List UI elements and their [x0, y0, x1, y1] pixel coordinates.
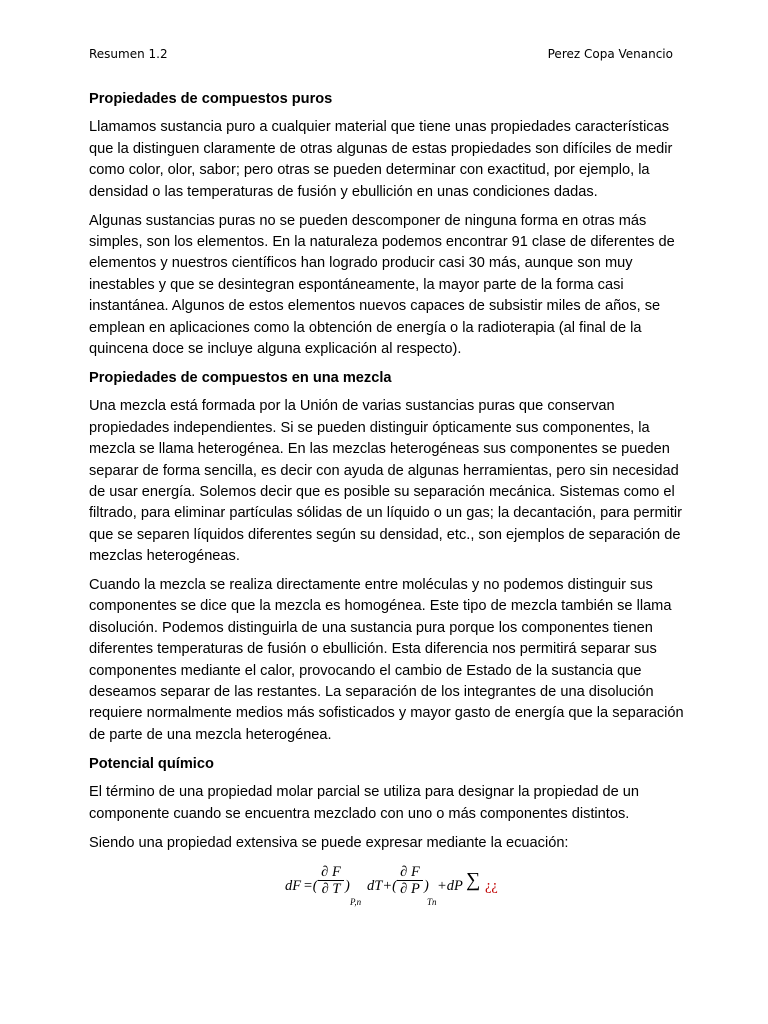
equation-subscript: P,n — [350, 896, 362, 907]
equation-term-dp: +dP — [437, 877, 463, 894]
equation-error-glyph: ¿¿ — [485, 877, 498, 894]
paragraph: Algunas sustancias puras no se pueden descomponer de ninguna forma en otras más simples, son los elementos. En la naturaleza podemos encontrar 91 clase de diferentes de elementos y nuestros científicos han logrado producir casi 30 más, aunque son muy inestables y que se desintegran espontáneamente, la mayor parte de la forma casi instantánea. Algunos de estos elementos nuevos capaces de subsistir miles de años, se emplean en aplicaciones como la obtención de energía o la radioterapia (al final de la quincena doce se incluye alguna explicación al respecto). — [89, 212, 675, 357]
equation-close-paren: ) — [424, 877, 429, 894]
fraction-numerator: ∂ F — [318, 864, 344, 881]
fraction-numerator: ∂ F — [397, 864, 423, 881]
equation — [285, 863, 695, 907]
summation-icon: ∑ — [466, 868, 481, 891]
section-heading: Propiedades de compuestos en una mezcla — [89, 369, 392, 386]
paragraph: El término de una propiedad molar parcial se utiliza para designar la propiedad de un componente cuando se encuentra mezclado con uno o más componentes distintos. — [89, 784, 640, 822]
paragraph: Siendo una propiedad extensiva se puede expresar mediante la ecuación: — [89, 834, 569, 851]
equation-lhs: dF — [285, 877, 302, 894]
equation-fraction-1 — [318, 864, 344, 897]
equation-term-dt: dT+( — [367, 877, 397, 894]
section-heading: Potencial químico — [89, 755, 214, 772]
header-document-title: Resumen 1.2 — [89, 47, 168, 61]
paragraph: Llamamos sustancia puro a cualquier material que tiene unas propiedades características que la distinguen claramente de otras algunas de estas propiedades son difíciles de medir como color, olor, sabor; pero otras se pueden determinar con exactitud, por ejemplo, la densidad o las temperaturas de fusión y ebullición en unas condiciones dadas. — [89, 119, 673, 200]
equation-fraction-2 — [397, 864, 423, 897]
paragraph: Cuando la mezcla se realiza directamente entre moléculas y no podemos distinguir sus componentes se dice que la mezcla es homogénea. Este tipo de mezcla también se llama disolución. Podemos distinguirla de una sustancia pura porque los componentes tienen diferentes temperaturas de fusión o ebullición. Esta diferencia nos permitirá separar sus componentes mediante el calor, provocando el cambio de Estado de la sustancia que deseamos separar de las restantes. La separación de los integrantes de una disolución requiere normalmente medios más sofisticados y mayor gasto de energía que la separación de parte de una mezcla heterogénea. — [89, 577, 684, 743]
section-heading: Propiedades de compuestos puros — [89, 91, 333, 107]
document-body — [89, 89, 695, 907]
page-header — [89, 46, 673, 62]
equation-equals: =( — [303, 877, 318, 894]
equation-subscript: Tn — [427, 896, 437, 907]
paragraph: Una mezcla está formada por la Unión de varias sustancias puras que conservan propiedades independientes. Si se pueden distinguir ópticamente sus componentes, la mezcla se llama heterogénea. En las mezclas heterogéneas sus componentes se pueden separar de forma sencilla, es decir con ayuda de algunas herramientas, pero sin necesidad de usar energía. Solemos decir que es posible su separación mecánica. Sistemas como el filtrado, para eliminar partículas sólidas de un líquido o un gas; la decantación, para permitir que se separen líquidos diferentes según su densidad, etc., son ejemplos de separación de mezclas heterogéneas. — [89, 398, 682, 565]
fraction-denominator: ∂ P — [400, 880, 420, 897]
fraction-denominator: ∂ T — [321, 880, 341, 897]
equation-close-paren: ) — [345, 877, 350, 894]
header-author: Perez Copa Venancio — [547, 47, 673, 61]
